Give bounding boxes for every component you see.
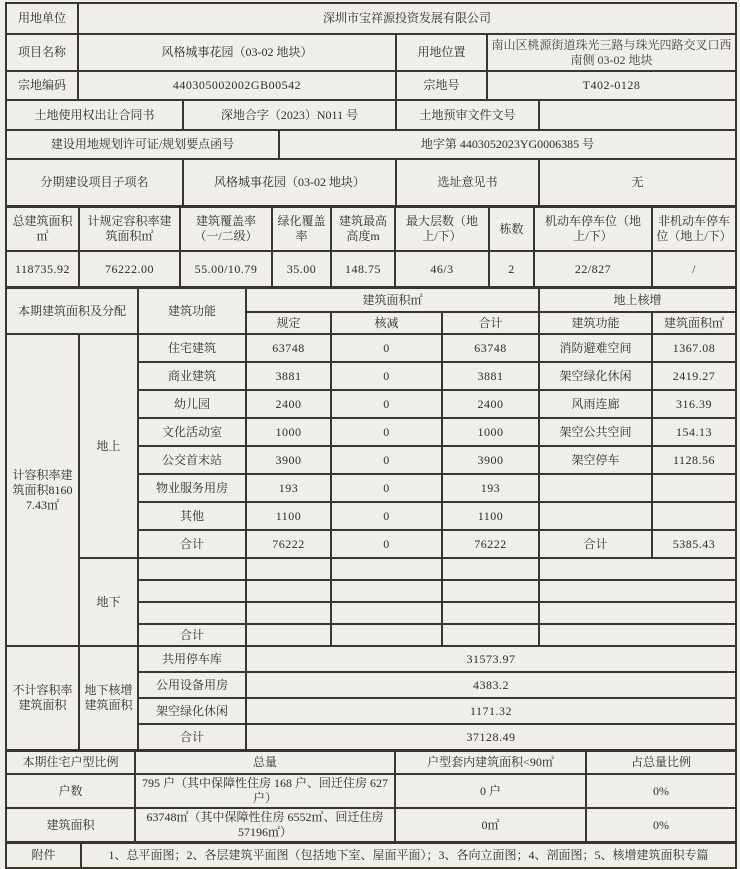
area-required [246,558,331,580]
total-area-header: 总建筑面积㎡ [6,207,79,251]
bonus-area [652,502,736,530]
household-count-total: 795 户（其中保障性住房 168 户、回迁住房 627 户） [135,774,395,808]
max-height-value: 148.75 [331,251,395,287]
max-height-header: 建筑最高高度m [331,207,395,251]
motor-parking-value: 22/827 [534,251,652,287]
form-row [6,34,736,71]
housing-header-row [6,751,736,774]
area-required [246,624,331,646]
bonus-name: 架空公共空间 [539,418,652,446]
project-name-value: 风格城事花园（03-02 地块） [78,34,396,71]
function-name: 公交首末站 [138,446,246,474]
bonus-name [539,474,652,502]
area-total [442,602,539,624]
area-deducted: 0 [331,474,442,502]
land-location-value: 南山区桃源街道珠光三路与珠光四路交叉口西南侧 03-02 地块 [487,34,736,71]
function-name: 物业服务用房 [138,474,246,502]
land-contract-value: 深地合字（2023）N011 号 [183,100,396,130]
household-count-label: 户数 [6,774,135,808]
area-group-header: 建筑面积㎡ [246,288,539,312]
area-required: 76222 [246,530,331,558]
bonus-area: 1367.08 [652,334,736,362]
form-row [6,130,736,159]
coverage-header: 建筑覆盖率（一/二级） [180,207,272,251]
area-total [442,558,539,580]
land-user-label: 用地单位 [6,3,78,34]
land-user-value: 深圳市宝祥源投资发展有限公司 [78,3,736,34]
area-deducted [331,558,442,580]
building-count-value: 2 [489,251,534,287]
parcel-code-label: 宗地编码 [6,71,78,100]
nonfar-name: 架空绿化休闲 [138,698,246,724]
planning-permit-label: 建设用地规划许可证/规划要点函号 [6,130,279,159]
allocation-table [5,287,737,751]
function-name: 其他 [138,502,246,530]
area-deducted [331,624,442,646]
allocation-header-row [6,288,736,312]
bonus-cell [539,580,736,602]
far-area-side-label: 计容积率建筑面积81607.43㎡ [6,334,79,646]
form-row [6,159,736,206]
bonus-area: 5385.43 [652,530,736,558]
bonus-name: 架空绿化休闲 [539,362,652,390]
building-count-header: 栋数 [489,207,534,251]
far-area-value: 76222.00 [79,251,180,287]
area-required: 3900 [246,446,331,474]
function-name: 合计 [138,530,246,558]
site-opinion-value: 无 [539,159,736,206]
land-location-label: 用地位置 [396,34,487,71]
bonus-area: 2419.27 [652,362,736,390]
bonus-area-header: 建筑面积㎡ [652,312,736,334]
non-motor-parking-value: / [652,251,736,287]
area-deducted: 0 [331,390,442,418]
attachments-value: 1、总平面图；2、各层建筑平面图（包括地下室、屋面平面）；3、各向立面图；4、剖面图；5、核增建筑面积专篇 [81,843,736,868]
area-total: 3881 [442,362,539,390]
area-total: 76222 [442,530,539,558]
site-opinion-label: 选址意见书 [396,159,539,206]
project-name-label: 项目名称 [6,34,78,71]
area-total: 1100 [442,502,539,530]
area-required [246,580,331,602]
above-ground-label: 地上 [79,334,138,558]
bonus-area [652,474,736,502]
max-floors-header: 最大层数（地上/下） [395,207,489,251]
deduct-col-header: 核减 [331,312,442,334]
area-deducted: 0 [331,446,442,474]
area-deducted: 0 [331,334,442,362]
area-total [442,580,539,602]
total-col-header: 合计 [442,312,539,334]
bonus-name [539,502,652,530]
far-area-header: 计规定容积率建筑面积㎡ [79,207,180,251]
area-required: 63748 [246,334,331,362]
parcel-number-value: T402-0128 [487,71,736,100]
form-row [6,100,736,130]
area-required: 2400 [246,390,331,418]
sub-project-value: 风格城事花园（03-02 地块） [183,159,396,206]
household-count-lt90: 0 户 [395,774,586,808]
area-required: 3881 [246,362,331,390]
total-area-value: 118735.92 [6,251,79,287]
area-required: 1100 [246,502,331,530]
area-required: 193 [246,474,331,502]
housing-total-header: 总量 [135,751,395,774]
area-deducted [331,602,442,624]
attachments-label: 附件 [6,843,81,868]
household-count-row [6,774,736,808]
function-name: 文化活动室 [138,418,246,446]
bonus-group-header: 地上核增 [539,288,736,312]
bonus-area: 1128.56 [652,446,736,474]
function-col-header: 建筑功能 [138,288,246,334]
housing-area-total: 63748㎡（其中保障性住房 6552㎡、回迁住房 57196㎡） [135,808,395,842]
bonus-function-header: 建筑功能 [539,312,652,334]
function-name: 幼儿园 [138,390,246,418]
bonus-name: 合计 [539,530,652,558]
attachments-table [5,842,737,869]
area-deducted [331,580,442,602]
nonfar-value: 4383.2 [246,672,736,698]
area-deducted: 0 [331,418,442,446]
greening-header: 绿化覆盖率 [272,207,331,251]
max-floors-value: 46/3 [395,251,489,287]
housing-lt90-header: 户型套内建筑面积<90㎡ [395,751,586,774]
bonus-area: 316.39 [652,390,736,418]
planning-permit-value: 地字第 4403052023YG0006385 号 [279,130,736,159]
pre-approval-value [539,100,736,130]
allocation-section-label: 本期建筑面积及分配 [6,288,138,334]
bonus-cell [539,558,736,580]
pre-approval-label: 土地预审文件文号 [396,100,539,130]
underground-row [6,558,736,580]
underground-bonus-label: 地下核增建筑面积 [79,646,138,750]
area-total: 2400 [442,390,539,418]
area-total: 1000 [442,418,539,446]
sub-project-label: 分期建设项目子项名 [6,159,183,206]
housing-area-lt90: 0㎡ [395,808,586,842]
parcel-number-label: 宗地号 [396,71,487,100]
function-name: 商业建筑 [138,362,246,390]
housing-ratio-table [5,750,737,843]
area-deducted: 0 [331,362,442,390]
summary-table [5,206,737,288]
bonus-name: 风雨连廊 [539,390,652,418]
function-name [138,558,246,580]
nonfar-value: 37128.49 [246,724,736,750]
function-name: 合计 [138,624,246,646]
function-name [138,602,246,624]
area-required: 1000 [246,418,331,446]
function-name [138,580,246,602]
housing-section-label: 本期住宅户型比例 [6,751,135,774]
function-name: 住宅建筑 [138,334,246,362]
nonfar-row [6,646,736,672]
summary-values-row [6,251,736,287]
form-row [6,71,736,100]
required-col-header: 规定 [246,312,331,334]
nonfar-name: 公用设备用房 [138,672,246,698]
nonfar-name: 合计 [138,724,246,750]
nonfar-name: 共用停车库 [138,646,246,672]
area-required [246,602,331,624]
area-total: 3900 [442,446,539,474]
summary-header-row [6,207,736,251]
area-total [442,624,539,646]
area-deducted: 0 [331,530,442,558]
bonus-cell [539,602,736,624]
household-count-ratio: 0% [586,774,736,808]
non-motor-parking-header: 非机动车停车位（地上/下） [652,207,736,251]
housing-ratio-header: 占总量比例 [586,751,736,774]
area-total: 63748 [442,334,539,362]
land-contract-label: 土地使用权出让合同书 [6,100,183,130]
area-deducted: 0 [331,502,442,530]
bonus-name: 架空停车 [539,446,652,474]
function-row [6,334,736,362]
nonfar-value: 31573.97 [246,646,736,672]
housing-area-label: 建筑面积 [6,808,135,842]
motor-parking-header: 机动车停车位（地上/下） [534,207,652,251]
bonus-area: 154.13 [652,418,736,446]
underground-label: 地下 [79,558,138,646]
attachments-row [6,843,736,868]
housing-area-ratio: 0% [586,808,736,842]
nonfar-side-label: 不计容积率建筑面积 [6,646,79,750]
coverage-value: 55.00/10.79 [180,251,272,287]
housing-area-row [6,808,736,842]
form-row [6,3,736,34]
area-total: 193 [442,474,539,502]
bonus-name: 消防避难空间 [539,334,652,362]
parcel-code-value: 440305002002GB00542 [78,71,396,100]
project-info-table [5,2,737,207]
bonus-cell [539,624,736,646]
greening-value: 35.00 [272,251,331,287]
nonfar-value: 1171.32 [246,698,736,724]
